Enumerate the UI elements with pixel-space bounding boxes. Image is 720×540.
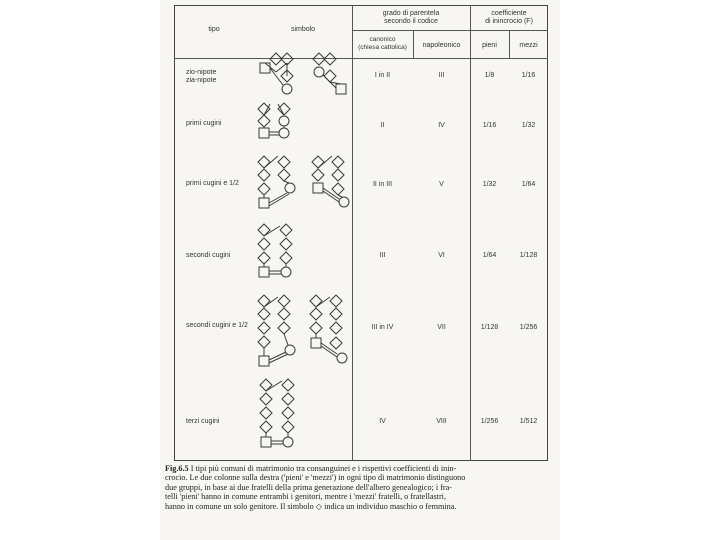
figure-label: Fig.6.5 xyxy=(165,464,189,473)
pedigree-first-cousins xyxy=(258,103,290,138)
row-mezzi: 1/128 xyxy=(519,252,538,259)
row-napoleonico: VIII xyxy=(436,418,447,425)
row-tipo: secondi cugini xyxy=(186,252,231,259)
caption-line: telli 'pieni' hanno in comune entrambi i genitori, mentre i 'mezzi' fratelli, o fratellastri, xyxy=(165,492,446,502)
row-mezzi: 1/64 xyxy=(521,181,536,188)
caption-line: crocio. Le due colonne sulla destra ('pieni' e 'mezzi') in ogni tipo di matrimonio distinguono xyxy=(165,473,466,483)
pedigree-third-cousins xyxy=(260,379,294,447)
pedigree-second-cousins-half-right xyxy=(310,295,347,363)
row-pieni: 1/16 xyxy=(482,122,497,129)
row-napoleonico: III xyxy=(438,72,445,79)
pedigree-first-cousins-half-right xyxy=(312,156,349,207)
row-mezzi: 1/16 xyxy=(521,72,536,79)
pedigree-first-cousins-half-left xyxy=(258,156,295,208)
row-pieni: 1/256 xyxy=(480,418,499,425)
row-tipo: primi cugini e 1/2 xyxy=(186,180,239,187)
header-tipo: tipo xyxy=(208,26,220,33)
row-canonico: II xyxy=(380,122,385,129)
row-mezzi: 1/256 xyxy=(519,324,538,331)
header-mezzi: mezzi xyxy=(519,42,538,49)
pedigree-second-cousins xyxy=(258,224,292,277)
row-pieni: 1/8 xyxy=(484,72,495,79)
header-coefficiente: coefficiente di inincrocio (F) xyxy=(485,10,533,25)
pedigree-second-cousins-half-left xyxy=(258,295,295,366)
figure-caption xyxy=(165,464,555,511)
caption-line: Fig.6.5 I tipi più comuni di matrimonio tra consanguinei e i rispettivi coefficienti di inin- xyxy=(165,464,457,473)
row-canonico: III in IV xyxy=(371,324,394,331)
pedigree-aunt-nephew xyxy=(313,53,346,94)
pedigree-uncle-niece xyxy=(260,53,293,94)
row-canonico: I in II xyxy=(374,72,391,79)
row-canonico: II in III xyxy=(372,181,393,188)
row-napoleonico: VI xyxy=(438,252,445,259)
row-canonico: III xyxy=(379,252,386,259)
row-tipo: secondi cugini e 1/2 xyxy=(186,322,248,329)
header-pieni: pieni xyxy=(482,42,497,49)
caption-line: hanno in comune un solo genitore. Il simbolo ◇ indica un individuo maschio o femmina. xyxy=(165,501,457,511)
header-simbolo: simbolo xyxy=(290,26,316,33)
caption-line: due gruppi, in base ai due fratelli della prima generazione dell'albero genealogico; i fra- xyxy=(165,482,453,492)
row-napoleonico: V xyxy=(439,181,444,188)
row-canonico: IV xyxy=(379,418,386,425)
row-mezzi: 1/32 xyxy=(521,122,536,129)
row-pieni: 1/32 xyxy=(482,181,497,188)
row-tipo: primi cugini xyxy=(186,120,222,127)
row-pieni: 1/64 xyxy=(482,252,497,259)
row-mezzi: 1/512 xyxy=(519,418,538,425)
row-napoleonico: VII xyxy=(437,324,446,331)
header-napoleonico: napoleonico xyxy=(422,42,461,49)
header-grado: grado di parentela secondo il codice xyxy=(382,10,440,25)
row-tipo: zio-nipote zia-nipote xyxy=(186,69,217,84)
row-tipo: terzi cugini xyxy=(186,418,220,425)
row-napoleonico: IV xyxy=(438,122,445,129)
header-canonico: canonico (chiesa cattolica) xyxy=(358,36,407,51)
row-pieni: 1/128 xyxy=(480,324,499,331)
